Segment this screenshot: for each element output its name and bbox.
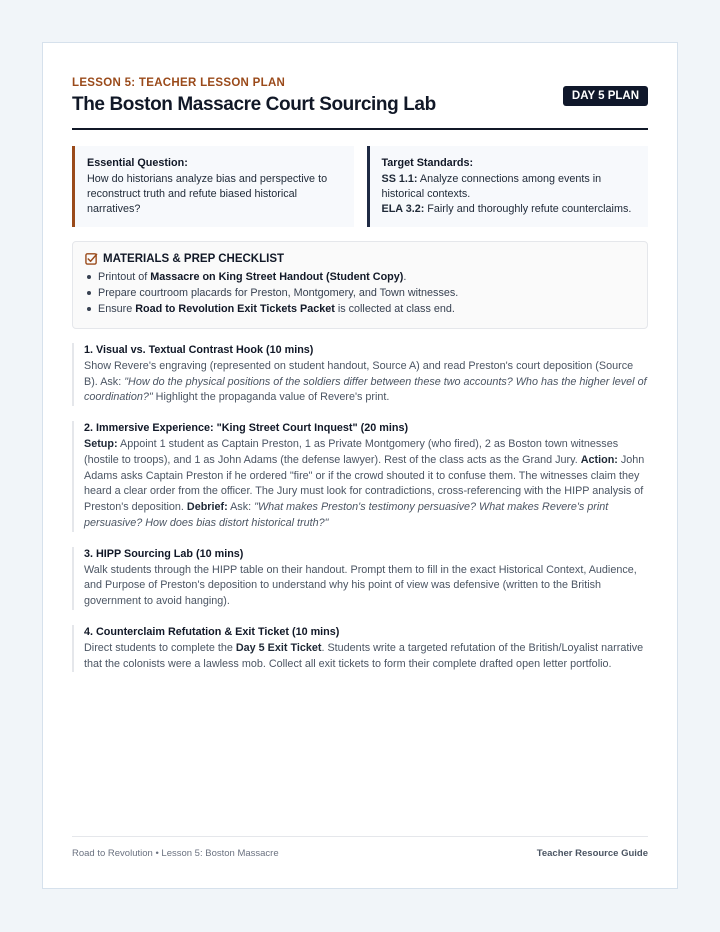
step-text: Highlight the propaganda value of Revere's print. [152,391,390,404]
standard-code: SS 1.1: [381,173,418,185]
step-title: 2. Immersive Experience: "King Street Court Inquest" (20 mins) [84,422,409,435]
action-label: Action: [580,453,618,466]
footer-left: Road to Revolution • Lesson 5: Boston Massacre [72,848,279,859]
item-bold: Massacre on King Street Handout (Student Copy) [150,271,404,283]
step-text: . Students write a targeted refutation of the British/Loyalist narrative that the colonists were a lawless mob. Collect all exit tickets to form their complete drafted open letter portfolio. [84,641,644,670]
lesson-steps [72,343,648,672]
day-badge: DAY 5 PLAN [563,86,648,106]
info-cards [72,146,648,227]
item-text: is collected at class end. [334,303,455,315]
debrief-label: Debrief: [186,501,228,514]
checklist-title: MATERIALS & PREP CHECKLIST [103,252,285,265]
step-text: John Adams asks Captain Preston if he ordered "fire" or if the crowd shouted it to confuse them. The witnesses claim they heard a clear order from the officer. The Jury must look for contradictions, cross-referencing with the HIPP analysis of Preston's deposition. [84,453,645,514]
list-item [85,301,636,317]
header [72,43,648,130]
standard-item [382,172,638,202]
materials-checklist [72,241,648,329]
target-standards-label: Target Standards: [381,157,474,169]
essential-question-text: How do historians analyze bias and perspective to reconstruct truth and refute biased historical narratives? [87,173,328,215]
step-4 [72,625,648,672]
step-body [84,359,648,406]
step-title: 1. Visual vs. Textual Contrast Hook (10 mins) [84,344,314,356]
standard-item [382,202,638,217]
step-text: Ask: [227,501,255,514]
lesson-plan-page [42,42,678,889]
page-title: The Boston Massacre Court Sourcing Lab [72,94,436,115]
page-footer [72,836,648,859]
step-1 [72,343,648,406]
target-standards-card [367,146,649,227]
step-body [84,437,648,532]
standard-code: ELA 3.2: [381,203,425,215]
step-3 [72,547,648,610]
item-text: Printout of [98,271,151,283]
step-body: Walk students through the HIPP table on their handout. Prompt them to fill in the exact Historical Context, Audience, and Purpose of Preston's deposition to understand why his point of view was defensive (written to the British government to avoid hanging). [84,563,637,608]
essential-question-card [72,146,354,227]
step-body [84,641,648,673]
item-bold: Road to Revolution Exit Tickets Packet [135,303,335,315]
standard-text: Analyze connections among events in historical contexts. [381,173,602,200]
list-item [85,269,636,285]
checklist-header [85,252,636,265]
step-title: 3. HIPP Sourcing Lab (10 mins) [84,547,244,560]
lesson-kicker: LESSON 5: TEACHER LESSON PLAN [72,77,286,89]
step-title: 4. Counterclaim Refutation & Exit Ticket (10 mins) [84,625,340,638]
checkbox-icon [85,252,98,265]
step-quote: "How do the physical positions of the soldiers differ between these two accounts? Who has the higher level of coordination?" [84,375,647,404]
item-text: Prepare courtroom placards for Preston, Montgomery, and Town witnesses. [98,287,459,299]
footer-right: Teacher Resource Guide [536,848,648,859]
setup-label: Setup: [84,437,118,450]
step-quote: "What makes Preston's testimony persuasive? What makes Revere's print persuasive? How does bias distort historical truth?" [84,501,609,529]
step-text: Direct students to complete the [84,641,236,654]
step-2 [72,421,648,532]
essential-question-label: Essential Question: [87,157,188,169]
step-text: Appoint 1 student as Captain Preston, 1 as Private Montgomery (who fired), 2 as Boston town witnesses (hostile to troops), and 1 as John Adams (the defense lawyer). Rest of the class acts as the Grand Jury. [84,437,619,466]
item-text: . [403,271,407,283]
standard-text: Fairly and thoroughly refute counterclaims. [424,203,632,215]
item-text: Ensure [98,303,136,315]
step-bold: Day 5 Exit Ticket [235,641,322,654]
step-text: Show Revere's engraving (represented on student handout, Source A) and read Preston's court deposition (Source B). Ask: [84,359,634,388]
list-item [85,285,636,301]
checklist-items [85,269,636,317]
